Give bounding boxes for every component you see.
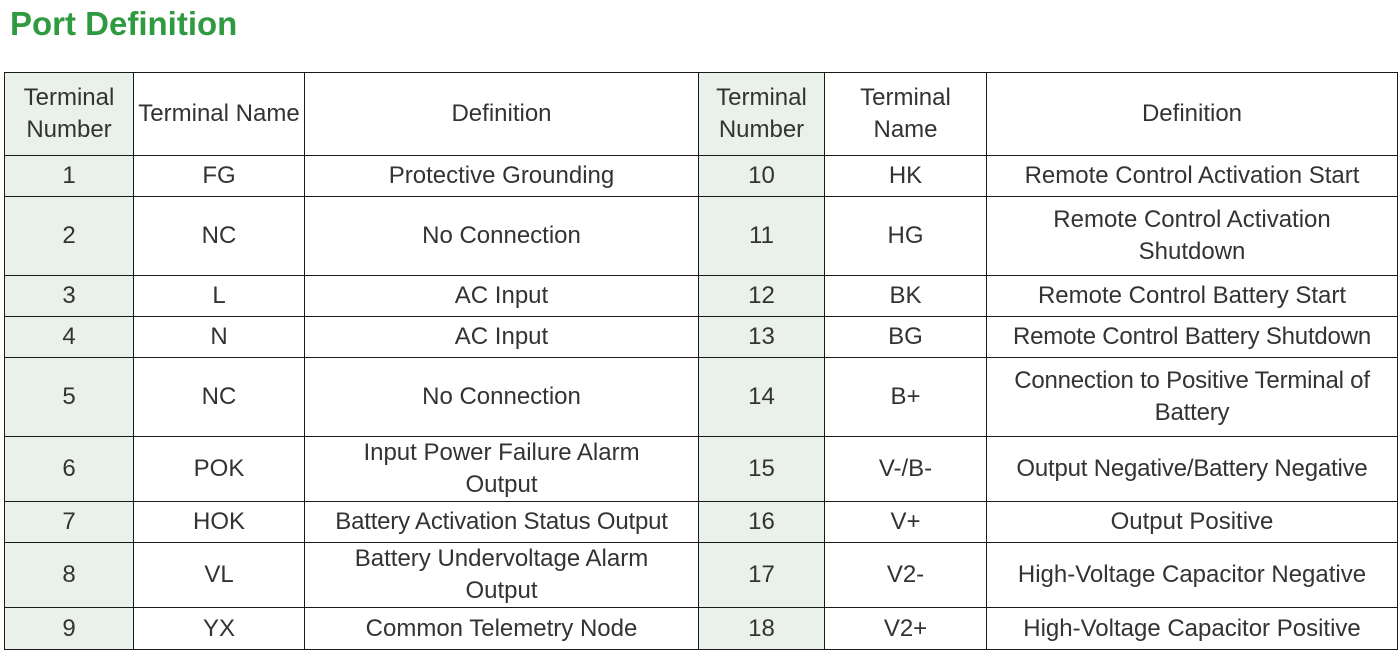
terminal-number-cell: 12 — [699, 276, 825, 317]
table-row — [5, 156, 1398, 197]
terminal-number-cell: 2 — [5, 197, 134, 276]
terminal-number-cell: 7 — [5, 502, 134, 543]
header-terminal-name: Terminal Name — [825, 73, 987, 156]
definition-cell: Remote Control Battery Start — [987, 276, 1398, 317]
definition-cell: Connection to Positive Terminal of Battery — [987, 358, 1398, 437]
header-terminal-number: Terminal Number — [5, 73, 134, 156]
page-title: Port Definition — [10, 5, 238, 42]
terminal-name-cell: NC — [134, 197, 305, 276]
terminal-number-cell: 11 — [699, 197, 825, 276]
definition-cell: No Connection — [305, 197, 699, 276]
table-row — [5, 197, 1398, 276]
terminal-name-cell: V+ — [825, 502, 987, 543]
terminal-name-cell: NC — [134, 358, 305, 437]
terminal-name-cell: HG — [825, 197, 987, 276]
definition-cell: AC Input — [305, 276, 699, 317]
table-row — [5, 608, 1398, 650]
table-row — [5, 317, 1398, 358]
table-header-row — [5, 73, 1398, 156]
header-definition: Definition — [305, 73, 699, 156]
table-row — [5, 358, 1398, 437]
terminal-number-cell: 9 — [5, 608, 134, 650]
header-terminal-name: Terminal Name — [134, 73, 305, 156]
terminal-number-cell: 1 — [5, 156, 134, 197]
terminal-name-cell: V2+ — [825, 608, 987, 650]
terminal-number-cell: 10 — [699, 156, 825, 197]
header-terminal-number: Terminal Number — [699, 73, 825, 156]
definition-cell: Battery Undervoltage Alarm Output — [305, 543, 699, 608]
terminal-number-cell: 3 — [5, 276, 134, 317]
terminal-name-cell: HK — [825, 156, 987, 197]
table-row — [5, 502, 1398, 543]
table-row — [5, 543, 1398, 608]
definition-cell: Remote Control Activation Start — [987, 156, 1398, 197]
terminal-number-cell: 16 — [699, 502, 825, 543]
definition-cell: Remote Control Battery Shutdown — [987, 317, 1398, 358]
terminal-name-cell: BK — [825, 276, 987, 317]
terminal-name-cell: POK — [134, 437, 305, 502]
terminal-number-cell: 18 — [699, 608, 825, 650]
terminal-number-cell: 14 — [699, 358, 825, 437]
definition-cell: Input Power Failure Alarm Output — [305, 437, 699, 502]
terminal-name-cell: FG — [134, 156, 305, 197]
definition-cell: Output Positive — [987, 502, 1398, 543]
terminal-name-cell: N — [134, 317, 305, 358]
definition-cell: Battery Activation Status Output — [305, 502, 699, 543]
terminal-number-cell: 13 — [699, 317, 825, 358]
terminal-number-cell: 17 — [699, 543, 825, 608]
definition-cell: Output Negative/Battery Negative — [987, 437, 1398, 502]
terminal-name-cell: VL — [134, 543, 305, 608]
terminal-name-cell: B+ — [825, 358, 987, 437]
terminal-name-cell: BG — [825, 317, 987, 358]
definition-cell: AC Input — [305, 317, 699, 358]
terminal-number-cell: 15 — [699, 437, 825, 502]
definition-cell: No Connection — [305, 358, 699, 437]
terminal-number-cell: 4 — [5, 317, 134, 358]
terminal-number-cell: 5 — [5, 358, 134, 437]
table-row — [5, 437, 1398, 502]
port-definition-table — [4, 72, 1398, 650]
definition-cell: Common Telemetry Node — [305, 608, 699, 650]
definition-cell: High-Voltage Capacitor Negative — [987, 543, 1398, 608]
definition-cell: Remote Control Activation Shutdown — [987, 197, 1398, 276]
terminal-number-cell: 6 — [5, 437, 134, 502]
header-definition: Definition — [987, 73, 1398, 156]
terminal-name-cell: HOK — [134, 502, 305, 543]
terminal-name-cell: V2- — [825, 543, 987, 608]
terminal-name-cell: L — [134, 276, 305, 317]
definition-cell: Protective Grounding — [305, 156, 699, 197]
terminal-name-cell: YX — [134, 608, 305, 650]
terminal-name-cell: V-/B- — [825, 437, 987, 502]
terminal-number-cell: 8 — [5, 543, 134, 608]
definition-cell: High-Voltage Capacitor Positive — [987, 608, 1398, 650]
table-row — [5, 276, 1398, 317]
